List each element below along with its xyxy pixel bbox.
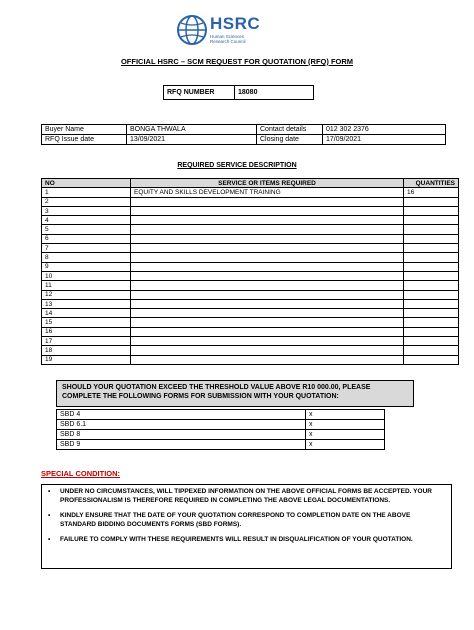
row-number-cell: 14 [42, 309, 131, 318]
condition-item [48, 536, 445, 545]
sbd-form-mark: x [306, 430, 385, 440]
row-number-cell: 3 [42, 206, 131, 215]
row-quantity-cell [404, 216, 459, 225]
row-service-cell [131, 206, 404, 215]
table-row [42, 327, 459, 336]
row-service-cell [131, 299, 404, 308]
contact-details-label: Contact details [257, 125, 323, 135]
row-quantity-cell [404, 355, 459, 364]
row-number-cell: 1 [42, 188, 131, 197]
sbd-form-mark: x [306, 440, 385, 450]
table-row [42, 253, 459, 262]
table-row [42, 281, 459, 290]
form-title: OFFICIAL HSRC – SCM REQUEST FOR QUOTATION (RFQ) FORM [120, 57, 354, 66]
row-number-cell: 15 [42, 318, 131, 327]
row-service-cell [131, 327, 404, 336]
row-number-cell: 9 [42, 262, 131, 271]
closing-date-label: Closing date [257, 135, 323, 145]
sbd-form-name: SBD 9 [57, 440, 306, 450]
buyer-name-value: BONGA THWALA [127, 125, 257, 135]
row-quantity-cell [404, 244, 459, 253]
table-row [42, 337, 459, 346]
row-number-cell: 7 [42, 244, 131, 253]
row-service-cell [131, 281, 404, 290]
row-quantity-cell [404, 281, 459, 290]
bullet-icon: • [48, 512, 51, 519]
sbd-form-mark: x [306, 410, 385, 420]
table-row [42, 271, 459, 280]
sbd-form-row [57, 440, 385, 450]
threshold-line-1: SHOULD YOUR QUOTATION EXCEED THE THRESHOLD VALUE ABOVE R10 000.00, PLEASE [62, 384, 371, 391]
threshold-notice [56, 380, 414, 407]
rfq-issue-date-value: 13/09/2021 [127, 135, 257, 145]
row-number-cell: 6 [42, 234, 131, 243]
logo-name: HSRC [210, 14, 261, 33]
rfq-number-table [163, 85, 314, 100]
column-header-service: SERVICE OR ITEMS REQUIRED [131, 179, 404, 188]
row-quantity-cell [404, 337, 459, 346]
sbd-form-row [57, 420, 385, 430]
row-number-cell: 13 [42, 299, 131, 308]
row-number-cell: 12 [42, 290, 131, 299]
sbd-form-row [57, 430, 385, 440]
closing-date-value: 17/09/2021 [323, 135, 446, 145]
rfq-issue-date-label: RFQ Issue date [42, 135, 127, 145]
row-number-cell: 11 [42, 281, 131, 290]
row-number-cell: 4 [42, 216, 131, 225]
service-section-title: REQUIRED SERVICE DESCRIPTION [177, 162, 297, 169]
rfq-number-label: RFQ NUMBER [164, 86, 235, 100]
table-row [42, 290, 459, 299]
sbd-form-name: SBD 6.1 [57, 420, 306, 430]
table-row [42, 346, 459, 355]
table-row [42, 355, 459, 364]
row-quantity-cell: 16 [404, 188, 459, 197]
row-quantity-cell [404, 327, 459, 336]
row-service-cell [131, 355, 404, 364]
sbd-form-row [57, 410, 385, 420]
table-row [42, 318, 459, 327]
threshold-line-2: COMPLETE THE FOLLOWING FORMS FOR SUBMISSION WITH YOUR QUOTATION: [62, 393, 339, 400]
row-service-cell [131, 309, 404, 318]
row-service-cell [131, 253, 404, 262]
row-quantity-cell [404, 253, 459, 262]
sbd-forms-table [56, 409, 385, 450]
row-number-cell: 18 [42, 346, 131, 355]
table-row [42, 216, 459, 225]
row-service-cell [131, 346, 404, 355]
table-row [42, 225, 459, 234]
condition-item [48, 512, 445, 529]
row-number-cell: 8 [42, 253, 131, 262]
row-number-cell: 19 [42, 355, 131, 364]
buyer-name-label: Buyer Name [42, 125, 127, 135]
sbd-form-name: SBD 4 [57, 410, 306, 420]
service-items-table [41, 178, 459, 365]
row-service-cell [131, 262, 404, 271]
row-service-cell: EQUITY AND SKILLS DEVELOPMENT TRAINING [131, 188, 404, 197]
logo-tagline: Human Sciences Research Council [210, 34, 246, 44]
table-row [42, 188, 459, 197]
rfq-number-value: 18080 [235, 86, 314, 100]
row-service-cell [131, 244, 404, 253]
row-number-cell: 16 [42, 327, 131, 336]
row-quantity-cell [404, 318, 459, 327]
table-row [42, 234, 459, 243]
condition-text: FAILURE TO COMPLY WITH THESE REQUIREMENTS WILL RESULT IN DISQUALIFICATION OF YOUR QUOTATION. [60, 536, 413, 543]
bullet-icon: • [48, 536, 51, 543]
sbd-form-mark: x [306, 420, 385, 430]
special-conditions-box [41, 484, 452, 569]
row-service-cell [131, 197, 404, 206]
row-quantity-cell [404, 271, 459, 280]
row-number-cell: 5 [42, 225, 131, 234]
table-row [42, 262, 459, 271]
sbd-form-name: SBD 8 [57, 430, 306, 440]
row-service-cell [131, 216, 404, 225]
row-service-cell [131, 234, 404, 243]
row-quantity-cell [404, 262, 459, 271]
row-quantity-cell [404, 309, 459, 318]
row-number-cell: 2 [42, 197, 131, 206]
table-row [42, 299, 459, 308]
table-row [42, 244, 459, 253]
column-header-no: NO [42, 179, 131, 188]
row-quantity-cell [404, 206, 459, 215]
row-quantity-cell [404, 290, 459, 299]
row-quantity-cell [404, 225, 459, 234]
row-service-cell [131, 318, 404, 327]
table-row [42, 197, 459, 206]
row-quantity-cell [404, 346, 459, 355]
condition-item [48, 488, 445, 505]
row-service-cell [131, 225, 404, 234]
hsrc-globe-logo-icon [176, 14, 208, 46]
condition-text: UNDER NO CIRCUMSTANCES, WILL TIPPEXED INFORMATION ON THE ABOVE OFFICIAL FORMS BE ACCEPTED. YOUR PROFESSIONALISM IS THEREFORE REQUIRED IN COMPLETING THE ABOVE LEGAL DOCUMENTATIONS. [60, 488, 432, 504]
contact-details-value: 012 302 2376 [323, 125, 446, 135]
row-number-cell: 10 [42, 271, 131, 280]
row-service-cell [131, 337, 404, 346]
row-quantity-cell [404, 299, 459, 308]
bullet-icon: • [48, 488, 51, 495]
row-service-cell [131, 290, 404, 299]
row-quantity-cell [404, 197, 459, 206]
table-row [42, 309, 459, 318]
condition-text: KINDLY ENSURE THAT THE DATE OF YOUR QUOTATION CORRESPOND TO COMPLETION DATE ON THE ABOVE STANDARD BIDDING DOCUMENTS FORMS (SBD FORMS). [60, 512, 411, 528]
row-quantity-cell [404, 234, 459, 243]
row-service-cell [131, 271, 404, 280]
row-number-cell: 17 [42, 337, 131, 346]
table-row [42, 206, 459, 215]
special-condition-heading: SPECIAL CONDITION: [41, 469, 121, 478]
column-header-quantities: QUANTITIES [404, 179, 459, 188]
buyer-info-table [41, 124, 446, 145]
